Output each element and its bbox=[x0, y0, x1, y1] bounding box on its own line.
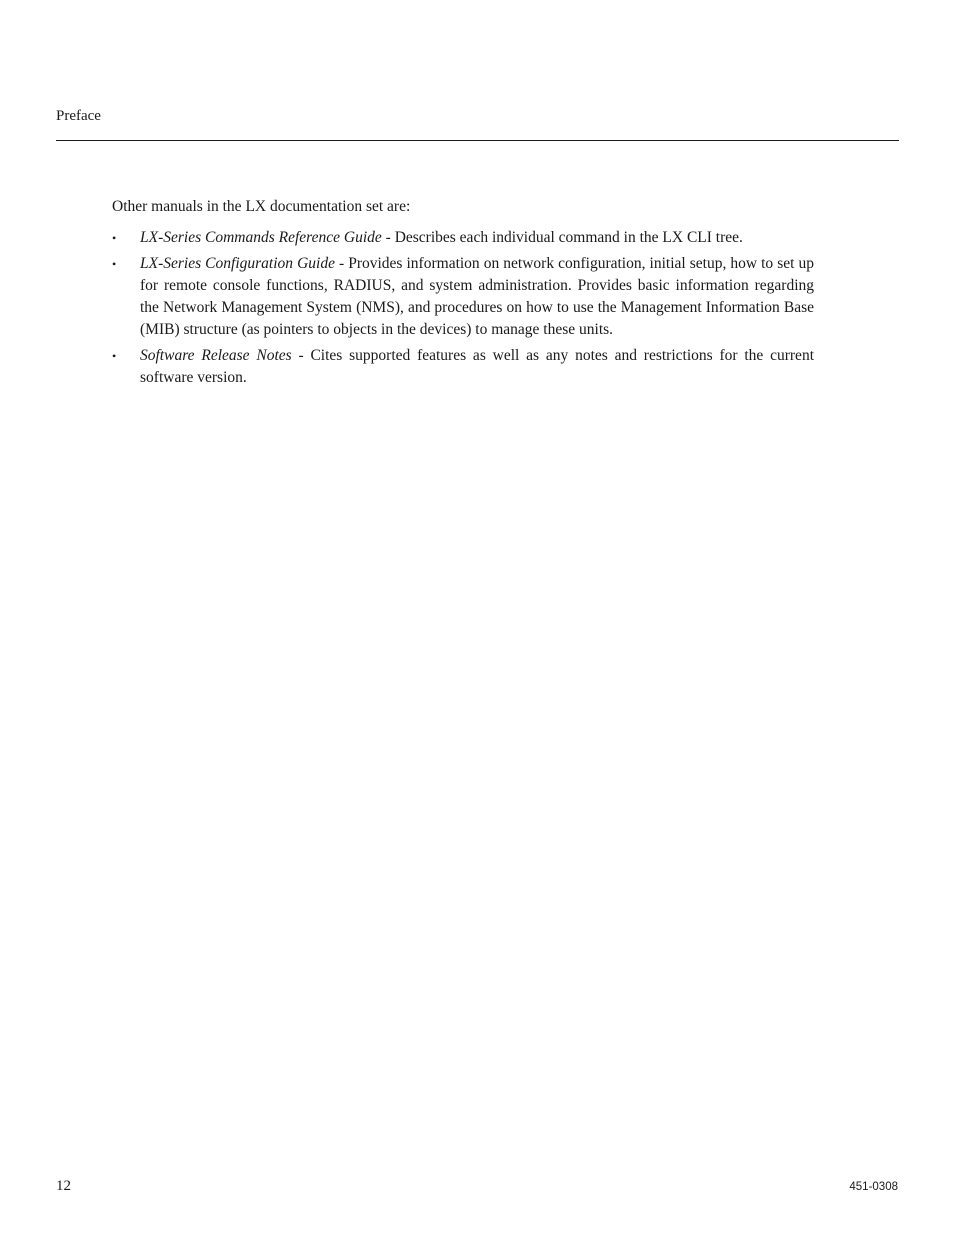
bullet-marker: • bbox=[112, 231, 117, 245]
manual-title: LX-Series Configuration Guide bbox=[140, 255, 335, 272]
manual-description: - Provides information on network configuration, initial setup, how to set up for remote console functions, RADIUS, and system administration. Provides basic information regarding the Network Management System (NMS), and procedures on how to use the Management Information Base (MIB) structure (as pointers to objects in the devices) to manage these units. bbox=[140, 255, 814, 338]
body-content bbox=[112, 196, 814, 393]
manual-title: LX-Series Commands Reference Guide bbox=[140, 229, 382, 246]
list-item bbox=[112, 345, 814, 389]
bullet-marker: • bbox=[112, 349, 117, 363]
manual-title: Software Release Notes bbox=[140, 347, 292, 364]
document-code: 451-0308 bbox=[849, 1181, 898, 1193]
page-number: 12 bbox=[56, 1178, 71, 1194]
running-header-title: Preface bbox=[56, 108, 101, 124]
list-item bbox=[112, 227, 814, 249]
list-item bbox=[112, 253, 814, 341]
intro-paragraph: Other manuals in the LX documentation set are: bbox=[112, 198, 411, 215]
manual-description: - Describes each individual command in the LX CLI tree. bbox=[381, 229, 743, 246]
header-divider bbox=[56, 140, 899, 141]
manual-description: - Cites supported features as well as any notes and restrictions for the current software version. bbox=[140, 347, 814, 386]
bullet-marker: • bbox=[112, 257, 117, 271]
manuals-list bbox=[112, 227, 814, 389]
